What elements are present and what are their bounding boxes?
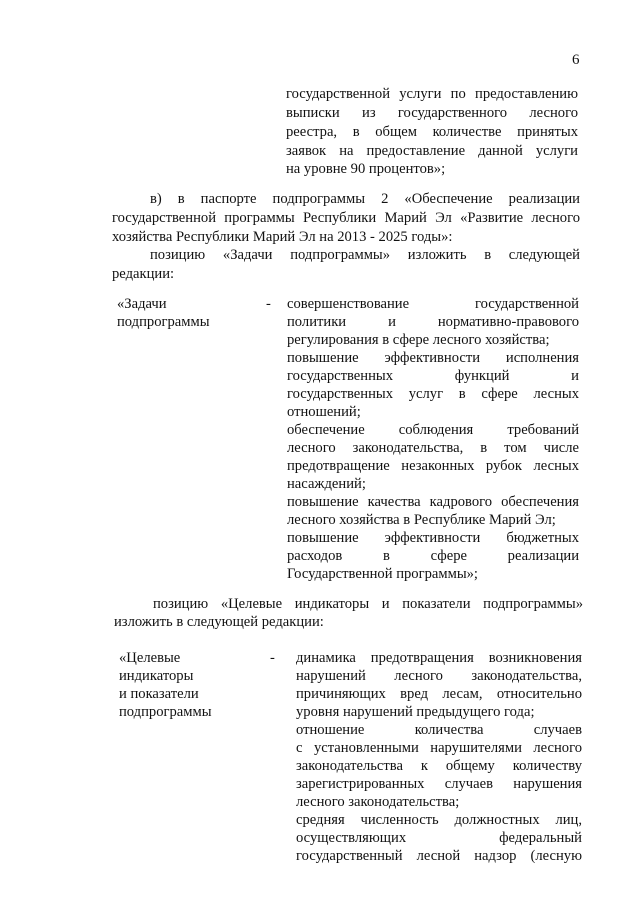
targets-text-line: лесного законодательства; — [296, 794, 460, 810]
targets-dash: - — [270, 650, 275, 666]
tasks-text-line: расходов в сфере реализации — [287, 548, 579, 564]
paragraph-line: в) в паспорте подпрограммы 2 «Обеспечение реализации — [150, 191, 580, 207]
tasks-text-line: повышение эффективности исполнения — [287, 350, 579, 366]
tasks-text-line: повышение эффективности бюджетных — [287, 530, 579, 546]
paragraph-line: государственной программы Республики Марий Эл «Развитие лесного — [112, 210, 580, 226]
tasks-text-line: совершенствование государственной — [287, 296, 579, 312]
targets-label-line: индикаторы — [119, 668, 194, 684]
targets-text-line: причиняющих вред лесам, относительно — [296, 686, 582, 702]
tasks-label-line: «Задачи — [117, 296, 167, 312]
page-number: 6 — [572, 52, 580, 68]
tasks-text-line: государственных функций и — [287, 368, 579, 384]
targets-text-line: средняя численность должностных лиц, — [296, 812, 582, 828]
top-block-line: заявок на предоставление данной услуги — [286, 143, 578, 159]
paragraph-line: позицию «Задачи подпрограммы» изложить в следующей — [150, 247, 580, 263]
tasks-text-line: государственных услуг в сфере лесных — [287, 386, 579, 402]
targets-label-line: подпрограммы — [119, 704, 212, 720]
top-block-line: государственной услуги по предоставлению — [286, 86, 578, 102]
targets-text-line: осуществляющих федеральный — [296, 830, 582, 846]
targets-text-line: законодательства к общему количеству — [296, 758, 582, 774]
tasks-text-line: предотвращение незаконных рубок лесных — [287, 458, 579, 474]
tasks-text-line: лесного законодательства, в том числе — [287, 440, 579, 456]
tasks-text-line: Государственной программы»; — [287, 566, 478, 582]
targets-label-line: «Целевые — [119, 650, 181, 666]
targets-text-line: уровня нарушений предыдущего года; — [296, 704, 535, 720]
paragraph-line: редакции: — [112, 266, 175, 282]
tasks-label-line: подпрограммы — [117, 314, 210, 330]
tasks-dash: - — [266, 296, 271, 312]
targets-text-line: нарушений лесного законодательства, — [296, 668, 582, 684]
targets-label-line: и показатели — [119, 686, 199, 702]
tasks-text-line: лесного хозяйства в Республике Марий Эл; — [287, 512, 556, 528]
tasks-text-line: насаждений; — [287, 476, 366, 492]
paragraph-line: изложить в следующей редакции: — [114, 614, 324, 630]
top-block-line: на уровне 90 процентов»; — [286, 161, 446, 177]
top-block-line: реестра, в общем количестве принятых — [286, 124, 578, 140]
targets-text-line: государственный лесной надзор (лесную — [296, 848, 582, 864]
paragraph-line: хозяйства Республики Марий Эл на 2013 - 2025 годы»: — [112, 229, 453, 245]
tasks-text-line: обеспечение соблюдения требований — [287, 422, 579, 438]
targets-text-line: с установленными нарушителями лесного — [296, 740, 582, 756]
targets-text-line: зарегистрированных случаев нарушения — [296, 776, 582, 792]
tasks-text-line: регулирования в сфере лесного хозяйства; — [287, 332, 550, 348]
paragraph-line: позицию «Целевые индикаторы и показатели подпрограммы» — [153, 596, 583, 612]
tasks-text-line: повышение качества кадрового обеспечения — [287, 494, 579, 510]
targets-text-line: отношение количества случаев — [296, 722, 582, 738]
top-block-line: выписки из государственного лесного — [286, 105, 578, 121]
targets-text-line: динамика предотвращения возникновения — [296, 650, 582, 666]
tasks-text-line: отношений; — [287, 404, 361, 420]
tasks-text-line: политики и нормативно-правового — [287, 314, 579, 330]
